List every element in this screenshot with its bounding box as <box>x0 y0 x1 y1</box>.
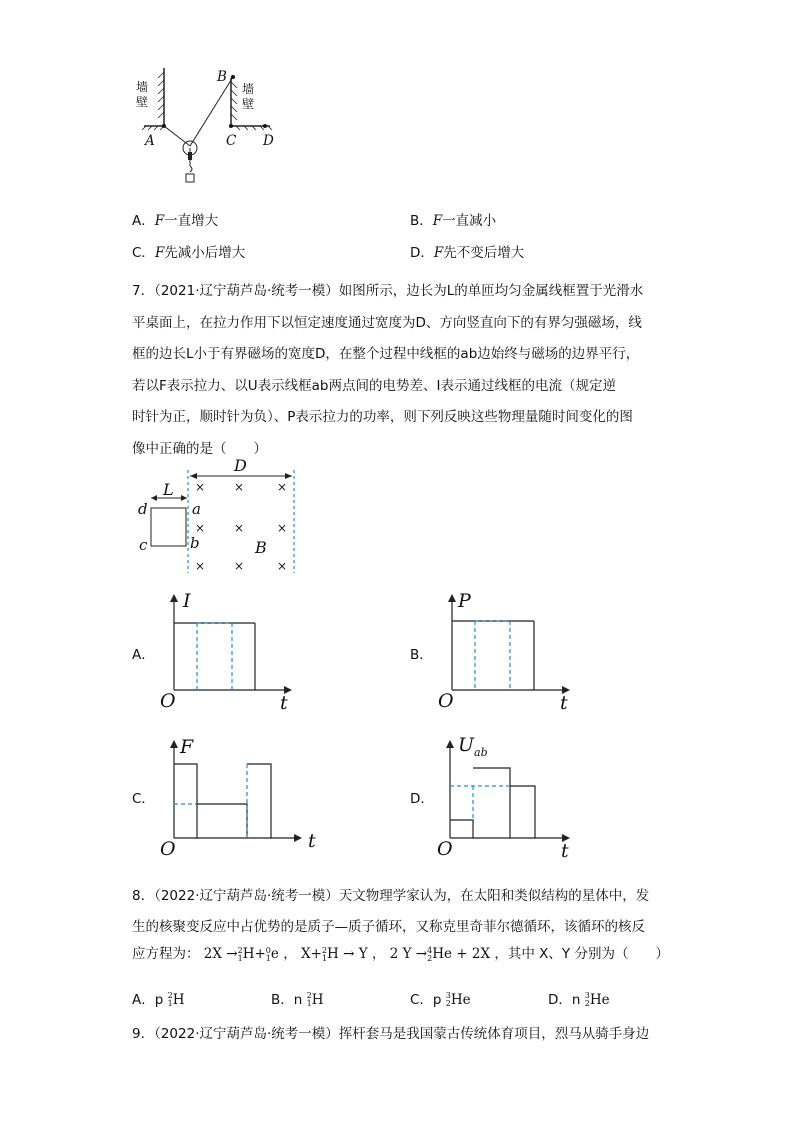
field-cross: × <box>277 480 288 494</box>
graph-b-y-label: P <box>458 590 471 612</box>
graph-c-origin: O <box>160 838 176 860</box>
field-cross: × <box>234 480 245 494</box>
q8-option-a[interactable]: A．p 2 1 H <box>132 991 185 1008</box>
graph-b-x-label: t <box>560 692 568 714</box>
field-cross: × <box>277 559 288 573</box>
corner-b-label: b <box>190 534 200 552</box>
point-B-label: B <box>217 69 227 85</box>
q7-line: 像中正确的是（ ） <box>132 440 267 457</box>
q8-equation-line: 应方程为： 2X → 2 1 H+ 0 1 e ， X+ 2 1 H → Y ， 2 Y → 4 2 He + 2X ，其中 X、Y 分别为（ ） <box>132 945 669 963</box>
field-cross: × <box>277 521 288 535</box>
right-wall-label: 墙 壁 <box>242 82 255 111</box>
point-D-label: D <box>263 133 274 149</box>
q7-line: 7．（2021·辽宁葫芦岛·统考一模）如图所示，边长为L的单匝均匀金属线框置于光滑水 <box>132 283 644 299</box>
q6-option-c[interactable]: C．F先减小后增大 <box>132 245 246 261</box>
point-A-label: A <box>145 133 155 149</box>
graph-b-origin: O <box>438 690 454 712</box>
graph-d-origin: O <box>437 838 453 860</box>
q7-line: 平桌面上，在拉力作用下以恒定速度通过宽度为D、方向竖直向下的有界匀强磁场，线 <box>132 314 642 331</box>
graph-c-x-label: t <box>308 830 316 852</box>
field-cross: × <box>195 521 206 535</box>
graph-a-y-label: I <box>183 590 191 612</box>
q8-line: 生的核聚变反应中占优势的是质子—质子循环，又称克里奇菲尔德循环，该循环的核反 <box>132 919 645 935</box>
graph-a-origin: O <box>160 690 176 712</box>
q7-option-a[interactable]: A． <box>132 647 155 663</box>
corner-c-label: c <box>139 536 148 554</box>
graph-a-x-label: t <box>280 692 288 714</box>
q7-option-c[interactable]: C． <box>132 791 155 807</box>
point-C-label: C <box>226 133 237 149</box>
field-cross: × <box>234 559 245 573</box>
q7-line: 若以F表示拉力、以U表示线框ab两点间的电势差、I表示通过线框的电流（规定逆 <box>132 377 616 394</box>
field-cross: × <box>195 559 206 573</box>
q8-option-b[interactable]: B．n 2 1 H <box>271 991 324 1008</box>
left-wall-label: 墙 壁 <box>136 80 149 109</box>
corner-d-label: d <box>138 500 148 518</box>
q8-option-c[interactable]: C．p 3 2 He <box>410 991 471 1008</box>
graph-d-x-label: t <box>561 840 569 862</box>
q6-option-b[interactable]: B．F一直减小 <box>410 213 497 229</box>
graph-a-current <box>160 590 300 710</box>
field-crosses <box>130 458 310 578</box>
field-cross: × <box>234 521 245 535</box>
q7-line: 框的边长L小于有界磁场的宽度D，在整个过程中线框的ab边始终与磁场的边界平行， <box>132 346 640 362</box>
q8-equation-2: X+ 2 1 H → Y <box>300 945 368 963</box>
field-cross: × <box>195 480 206 494</box>
graph-c-y-label: F <box>180 736 194 758</box>
q8-equation-1: 2X → 2 1 H+ 0 1 e <box>203 945 279 963</box>
corner-a-label: a <box>192 500 201 518</box>
width-D-label: D <box>234 456 247 475</box>
wall-pulley-figure <box>130 68 290 193</box>
q7-option-b[interactable]: B． <box>410 647 433 663</box>
q8-equation-3: 2 Y → 4 2 He + 2X <box>389 945 491 963</box>
field-B-label: B <box>255 538 267 557</box>
q8-equation-suffix: ，其中 X、Y 分别为（ ） <box>494 946 669 962</box>
q7-question-text <box>132 276 692 465</box>
q7-line: 时针为正，顺时针为负）、P表示拉力的功率，则下列反映这些物理量随时间变化的图 <box>132 409 633 425</box>
q6-option-d[interactable]: D．F先不变后增大 <box>410 245 525 261</box>
q6-option-a[interactable]: A．F一直增大 <box>132 213 219 229</box>
graph-d-y-label: $U_{ab}$ <box>458 734 488 759</box>
length-L-label: L <box>163 480 174 499</box>
q7-option-d[interactable]: D． <box>410 791 434 807</box>
q8-line: 8．（2022·辽宁葫芦岛·统考一模）天文物理学家认为，在太阳和类似结构的星体中，发 <box>132 888 650 904</box>
q8-question-text <box>132 881 692 943</box>
q9-question-text: 9．（2022·辽宁葫芦岛·统考一模）挥杆套马是我国蒙古传统体育项目，烈马从骑手身边 <box>132 1026 650 1042</box>
q8-option-d[interactable]: D．n 3 2 He <box>548 991 610 1008</box>
q8-equation-prefix: 应方程为： <box>132 946 200 962</box>
